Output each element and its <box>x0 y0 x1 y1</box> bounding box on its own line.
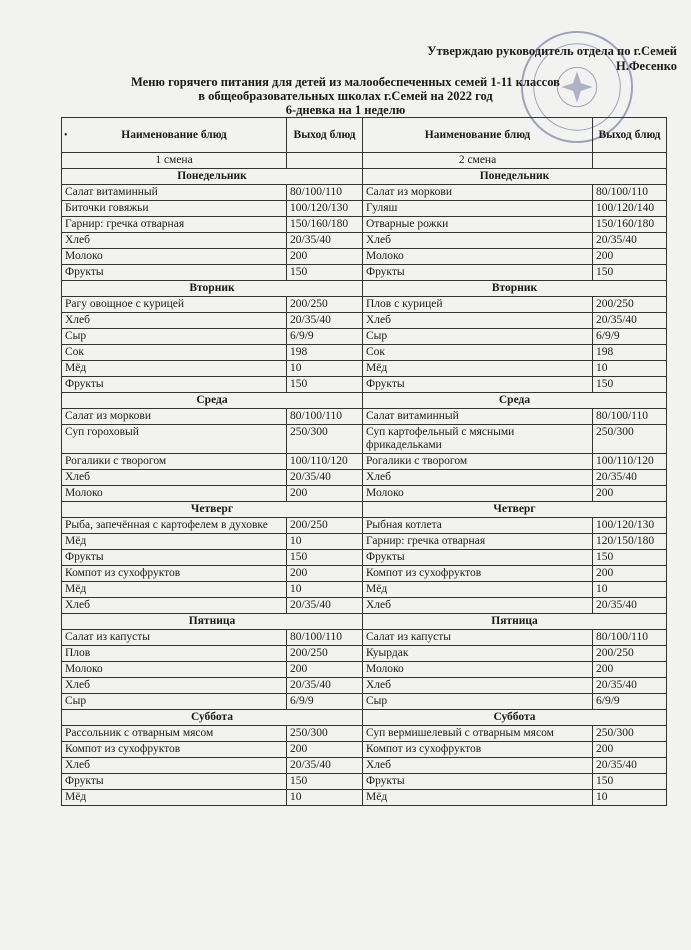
dish-yield-shift-2: 10 <box>593 361 667 377</box>
dish-yield-shift-1: 150/160/180 <box>287 217 363 233</box>
dish-name-shift-1: Мёд <box>62 790 287 806</box>
dish-yield-shift-2: 20/35/40 <box>593 598 667 614</box>
dish-yield-shift-2: 150 <box>593 265 667 281</box>
dish-yield-shift-1: 250/300 <box>287 726 363 742</box>
dish-name-shift-1: Плов <box>62 646 287 662</box>
title-line-1: Меню горячего питания для детей из малообеспеченных семей 1-11 классов <box>131 75 560 89</box>
dish-name-shift-2: Сыр <box>363 329 593 345</box>
dish-name-shift-2: Мёд <box>363 361 593 377</box>
table-row <box>62 758 667 774</box>
approval-block <box>427 44 677 74</box>
shift-first-empty <box>287 153 363 169</box>
day-name-shift-2: Среда <box>363 393 667 409</box>
shift-second-empty <box>593 153 667 169</box>
dish-name-shift-2: Салат из моркови <box>363 185 593 201</box>
dish-yield-shift-1: 6/9/9 <box>287 694 363 710</box>
table-row <box>62 726 667 742</box>
table-row <box>62 361 667 377</box>
dish-yield-shift-2: 10 <box>593 582 667 598</box>
dish-name-shift-2: Рыбная котлета <box>363 518 593 534</box>
dish-yield-shift-2: 100/110/120 <box>593 454 667 470</box>
table-row <box>62 329 667 345</box>
dish-yield-shift-1: 200 <box>287 742 363 758</box>
day-header-row <box>62 281 667 297</box>
shift-row <box>62 153 667 169</box>
dish-yield-shift-1: 10 <box>287 582 363 598</box>
dish-name-shift-2: Куырдак <box>363 646 593 662</box>
dish-name-shift-1: Рогалики с творогом <box>62 454 287 470</box>
header-yield-2: Выход блюд <box>593 118 667 153</box>
dish-name-shift-1: Рассольник с отварным мясом <box>62 726 287 742</box>
dish-name-shift-1: Салат витаминный <box>62 185 287 201</box>
dish-yield-shift-1: 198 <box>287 345 363 361</box>
dish-name-shift-2: Салат витаминный <box>363 409 593 425</box>
table-row <box>62 454 667 470</box>
dish-yield-shift-2: 198 <box>593 345 667 361</box>
dish-yield-shift-1: 200 <box>287 486 363 502</box>
dish-name-shift-1: Сыр <box>62 329 287 345</box>
table-row <box>62 425 667 454</box>
table-row <box>62 582 667 598</box>
day-header-row <box>62 710 667 726</box>
dish-name-shift-1: Рагу овощное с курицей <box>62 297 287 313</box>
day-name-shift-2: Суббота <box>363 710 667 726</box>
day-header-row <box>62 614 667 630</box>
table-row <box>62 486 667 502</box>
table-row <box>62 566 667 582</box>
dish-name-shift-1: Салат из капусты <box>62 630 287 646</box>
dish-yield-shift-1: 100/120/130 <box>287 201 363 217</box>
dish-yield-shift-1: 150 <box>287 377 363 393</box>
document-title <box>0 75 691 117</box>
dish-yield-shift-2: 150/160/180 <box>593 217 667 233</box>
dish-name-shift-2: Отварные рожки <box>363 217 593 233</box>
approval-line: Утверждаю руководитель отдела по г.Семей <box>427 44 677 58</box>
dish-name-shift-1: Фрукты <box>62 377 287 393</box>
title-line-3: 6-дневка на 1 неделю <box>285 103 406 117</box>
dish-name-shift-1: Фрукты <box>62 265 287 281</box>
dish-name-shift-2: Гуляш <box>363 201 593 217</box>
table-row <box>62 630 667 646</box>
dish-name-shift-2: Гарнир: гречка отварная <box>363 534 593 550</box>
shift-second: 2 смена <box>363 153 593 169</box>
header-dish-1: Наименование блюд <box>62 118 287 153</box>
dish-name-shift-2: Сыр <box>363 694 593 710</box>
dish-yield-shift-1: 20/35/40 <box>287 470 363 486</box>
dish-name-shift-1: Гарнир: гречка отварная <box>62 217 287 233</box>
header-dish-2: Наименование блюд <box>363 118 593 153</box>
dish-yield-shift-2: 20/35/40 <box>593 233 667 249</box>
bullet-mark: • <box>64 130 68 141</box>
dish-yield-shift-2: 6/9/9 <box>593 329 667 345</box>
menu-body <box>62 153 667 806</box>
table-row <box>62 409 667 425</box>
dish-yield-shift-1: 20/35/40 <box>287 678 363 694</box>
dish-name-shift-1: Рыба, запечённая с картофелем в духовке <box>62 518 287 534</box>
dish-name-shift-2: Суп картофельный с мясными фрикадельками <box>363 425 593 454</box>
dish-name-shift-1: Хлеб <box>62 678 287 694</box>
dish-name-shift-1: Молоко <box>62 486 287 502</box>
dish-name-shift-2: Хлеб <box>363 678 593 694</box>
table-row <box>62 790 667 806</box>
title-line-2: в общеобразовательных школах г.Семей на 2022 год <box>198 89 493 103</box>
dish-name-shift-1: Мёд <box>62 534 287 550</box>
day-name-shift-1: Пятница <box>62 614 363 630</box>
table-row <box>62 345 667 361</box>
dish-yield-shift-2: 80/100/110 <box>593 409 667 425</box>
dish-yield-shift-1: 80/100/110 <box>287 630 363 646</box>
dish-yield-shift-2: 120/150/180 <box>593 534 667 550</box>
table-row <box>62 646 667 662</box>
dish-yield-shift-2: 150 <box>593 774 667 790</box>
dish-name-shift-2: Молоко <box>363 249 593 265</box>
day-header-row <box>62 393 667 409</box>
dish-name-shift-2: Суп вермишелевый с отварным мясом <box>363 726 593 742</box>
dish-name-shift-1: Биточки говяжьи <box>62 201 287 217</box>
day-name-shift-1: Понедельник <box>62 169 363 185</box>
day-header-row <box>62 502 667 518</box>
dish-name-shift-1: Салат из моркови <box>62 409 287 425</box>
dish-yield-shift-2: 200/250 <box>593 297 667 313</box>
table-row <box>62 774 667 790</box>
dish-name-shift-1: Хлеб <box>62 758 287 774</box>
dish-yield-shift-1: 20/35/40 <box>287 233 363 249</box>
day-name-shift-1: Четверг <box>62 502 363 518</box>
dish-name-shift-1: Суп гороховый <box>62 425 287 454</box>
table-row <box>62 598 667 614</box>
dish-yield-shift-1: 200/250 <box>287 518 363 534</box>
dish-yield-shift-2: 20/35/40 <box>593 678 667 694</box>
day-name-shift-1: Вторник <box>62 281 363 297</box>
dish-yield-shift-2: 200 <box>593 742 667 758</box>
dish-name-shift-1: Хлеб <box>62 313 287 329</box>
dish-yield-shift-2: 10 <box>593 790 667 806</box>
dish-name-shift-1: Сыр <box>62 694 287 710</box>
table-row <box>62 201 667 217</box>
dish-name-shift-2: Рогалики с творогом <box>363 454 593 470</box>
dish-name-shift-1: Молоко <box>62 662 287 678</box>
dish-name-shift-2: Молоко <box>363 486 593 502</box>
day-name-shift-2: Пятница <box>363 614 667 630</box>
dish-name-shift-2: Хлеб <box>363 233 593 249</box>
dish-name-shift-2: Плов с курицей <box>363 297 593 313</box>
table-row <box>62 550 667 566</box>
dish-yield-shift-1: 10 <box>287 361 363 377</box>
dish-name-shift-2: Сок <box>363 345 593 361</box>
dish-name-shift-1: Сок <box>62 345 287 361</box>
dish-name-shift-1: Молоко <box>62 249 287 265</box>
dish-yield-shift-1: 10 <box>287 534 363 550</box>
dish-name-shift-1: Компот из сухофруктов <box>62 566 287 582</box>
dish-yield-shift-2: 150 <box>593 377 667 393</box>
day-header-row <box>62 169 667 185</box>
dish-yield-shift-1: 150 <box>287 774 363 790</box>
table-row <box>62 249 667 265</box>
dish-yield-shift-2: 150 <box>593 550 667 566</box>
dish-name-shift-2: Хлеб <box>363 313 593 329</box>
day-name-shift-1: Суббота <box>62 710 363 726</box>
dish-yield-shift-2: 200 <box>593 566 667 582</box>
table-row <box>62 265 667 281</box>
dish-name-shift-1: Мёд <box>62 361 287 377</box>
dish-name-shift-2: Хлеб <box>363 470 593 486</box>
dish-yield-shift-1: 100/110/120 <box>287 454 363 470</box>
dish-yield-shift-2: 6/9/9 <box>593 694 667 710</box>
dish-name-shift-2: Мёд <box>363 790 593 806</box>
dish-yield-shift-1: 20/35/40 <box>287 758 363 774</box>
dish-yield-shift-2: 20/35/40 <box>593 313 667 329</box>
dish-yield-shift-2: 200/250 <box>593 646 667 662</box>
table-row <box>62 678 667 694</box>
dish-name-shift-2: Фрукты <box>363 377 593 393</box>
dish-name-shift-1: Фрукты <box>62 550 287 566</box>
dish-name-shift-2: Мёд <box>363 582 593 598</box>
dish-name-shift-1: Хлеб <box>62 470 287 486</box>
dish-yield-shift-2: 250/300 <box>593 425 667 454</box>
dish-yield-shift-1: 20/35/40 <box>287 313 363 329</box>
dish-yield-shift-1: 250/300 <box>287 425 363 454</box>
dish-name-shift-2: Фрукты <box>363 550 593 566</box>
dish-yield-shift-2: 200 <box>593 486 667 502</box>
day-name-shift-2: Четверг <box>363 502 667 518</box>
dish-yield-shift-1: 80/100/110 <box>287 409 363 425</box>
dish-yield-shift-1: 10 <box>287 790 363 806</box>
dish-name-shift-1: Хлеб <box>62 233 287 249</box>
table-header-row <box>62 118 667 153</box>
dish-name-shift-2: Фрукты <box>363 774 593 790</box>
dish-yield-shift-2: 250/300 <box>593 726 667 742</box>
dish-name-shift-2: Компот из сухофруктов <box>363 566 593 582</box>
dish-yield-shift-2: 100/120/140 <box>593 201 667 217</box>
dish-name-shift-2: Компот из сухофруктов <box>363 742 593 758</box>
dish-yield-shift-2: 20/35/40 <box>593 470 667 486</box>
dish-yield-shift-2: 80/100/110 <box>593 185 667 201</box>
dish-yield-shift-2: 100/120/130 <box>593 518 667 534</box>
dish-yield-shift-1: 6/9/9 <box>287 329 363 345</box>
dish-yield-shift-1: 200/250 <box>287 646 363 662</box>
table-row <box>62 377 667 393</box>
table-row <box>62 742 667 758</box>
dish-yield-shift-1: 200 <box>287 662 363 678</box>
day-name-shift-2: Понедельник <box>363 169 667 185</box>
day-name-shift-1: Среда <box>62 393 363 409</box>
day-name-shift-2: Вторник <box>363 281 667 297</box>
dish-yield-shift-1: 200 <box>287 249 363 265</box>
dish-yield-shift-2: 80/100/110 <box>593 630 667 646</box>
dish-yield-shift-1: 150 <box>287 550 363 566</box>
menu-table <box>61 117 667 806</box>
dish-yield-shift-2: 20/35/40 <box>593 758 667 774</box>
table-row <box>62 534 667 550</box>
dish-yield-shift-1: 200 <box>287 566 363 582</box>
dish-yield-shift-2: 200 <box>593 249 667 265</box>
header-yield-1: Выход блюд <box>287 118 363 153</box>
table-row <box>62 185 667 201</box>
dish-name-shift-2: Салат из капусты <box>363 630 593 646</box>
dish-yield-shift-1: 150 <box>287 265 363 281</box>
dish-name-shift-2: Фрукты <box>363 265 593 281</box>
shift-first: 1 смена <box>62 153 287 169</box>
table-row <box>62 694 667 710</box>
approval-signatory: Н.Фесенко <box>615 59 677 73</box>
table-row <box>62 662 667 678</box>
table-row <box>62 518 667 534</box>
dish-yield-shift-1: 80/100/110 <box>287 185 363 201</box>
dish-name-shift-1: Хлеб <box>62 598 287 614</box>
table-row <box>62 297 667 313</box>
table-row <box>62 313 667 329</box>
dish-yield-shift-1: 200/250 <box>287 297 363 313</box>
dish-name-shift-1: Фрукты <box>62 774 287 790</box>
dish-name-shift-2: Молоко <box>363 662 593 678</box>
dish-name-shift-2: Хлеб <box>363 598 593 614</box>
dish-name-shift-1: Компот из сухофруктов <box>62 742 287 758</box>
table-row <box>62 233 667 249</box>
dish-yield-shift-1: 20/35/40 <box>287 598 363 614</box>
table-row <box>62 217 667 233</box>
dish-yield-shift-2: 200 <box>593 662 667 678</box>
dish-name-shift-2: Хлеб <box>363 758 593 774</box>
dish-name-shift-1: Мёд <box>62 582 287 598</box>
table-row <box>62 470 667 486</box>
